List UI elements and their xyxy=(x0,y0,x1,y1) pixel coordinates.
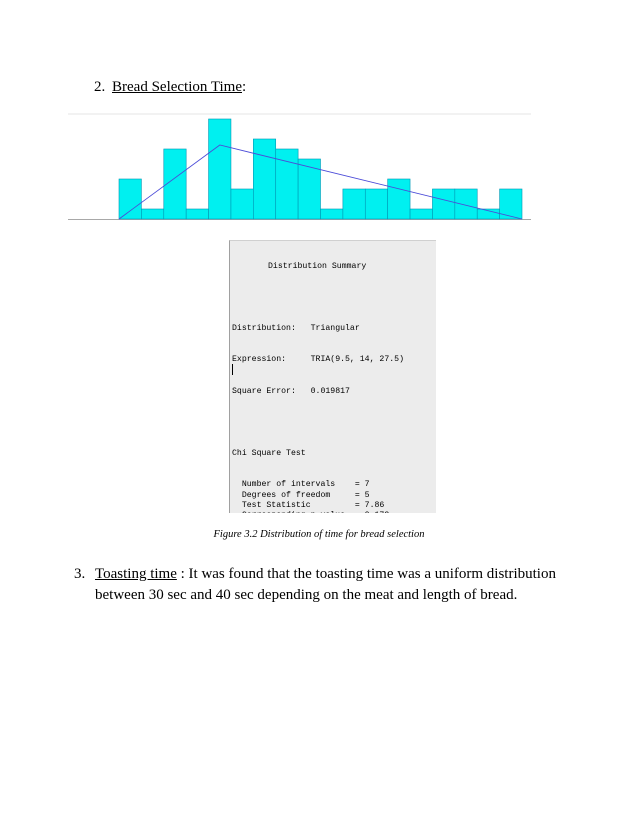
text-cursor xyxy=(232,364,233,375)
square-error-row xyxy=(230,387,436,397)
section-3-title: Toasting time xyxy=(95,566,177,582)
histogram-bar xyxy=(388,179,410,219)
chi-square-label xyxy=(242,511,345,513)
chi-square-row xyxy=(230,511,436,513)
histogram-bar xyxy=(119,179,141,219)
expression-row xyxy=(230,355,436,365)
distribution-value: Triangular xyxy=(310,324,360,334)
section-3-number: 3. xyxy=(74,566,86,582)
chi-square-row xyxy=(230,491,436,501)
summary-title: Distribution Summary xyxy=(268,261,367,271)
histogram-bar xyxy=(141,209,163,219)
histogram-bar xyxy=(365,189,387,219)
expression-value: TRIA(9.5, 14, 27.5) xyxy=(310,355,404,365)
histogram-bar xyxy=(186,209,208,219)
section-2-colon: : xyxy=(242,79,247,95)
histogram-bar xyxy=(231,189,253,219)
distribution-summary-panel xyxy=(229,240,436,513)
chi-square-value xyxy=(355,511,389,513)
histogram-chart xyxy=(68,110,531,226)
section-3-text: : It was found that the toasting time was a uniform distribution between 30 sec and 40 sec depending on the meat and length of bread. xyxy=(95,566,556,603)
chi-square-value: = 7 xyxy=(354,480,370,490)
histogram-bar xyxy=(209,119,231,219)
square-error-value: 0.019817 xyxy=(310,386,350,396)
chi-square-label: Test Statistic xyxy=(241,501,311,511)
chi-square-label: Number of intervals xyxy=(241,480,336,490)
histogram-bar xyxy=(321,209,343,219)
section-2-title: Bread Selection Time xyxy=(112,79,242,95)
section-2-number: 2. xyxy=(94,79,106,95)
chi-square-label: Degrees of freedom xyxy=(241,490,331,500)
histogram-bar xyxy=(343,189,365,219)
histogram-bar xyxy=(298,159,320,219)
chi-square-row xyxy=(230,501,436,511)
square-error-label: Square Error: xyxy=(232,386,296,396)
histogram-bar xyxy=(410,209,432,219)
histogram-bar xyxy=(432,189,454,219)
chi-square-value: = 7.86 xyxy=(354,501,385,511)
expression-label: Expression: xyxy=(232,355,287,365)
distribution-row xyxy=(230,324,436,334)
distribution-label: Distribution: xyxy=(232,324,296,334)
chi-square-value: = 5 xyxy=(354,490,370,500)
histogram-bar xyxy=(455,189,477,219)
chi-square-row xyxy=(230,480,436,490)
chi-square-rows xyxy=(230,480,436,513)
chi-square-title: Chi Square Test xyxy=(232,449,306,459)
figure-caption: Figure 3.2 Distribution of time for bread selection xyxy=(213,529,425,540)
histogram-bar xyxy=(253,139,275,219)
section-3-paragraph xyxy=(74,564,564,606)
